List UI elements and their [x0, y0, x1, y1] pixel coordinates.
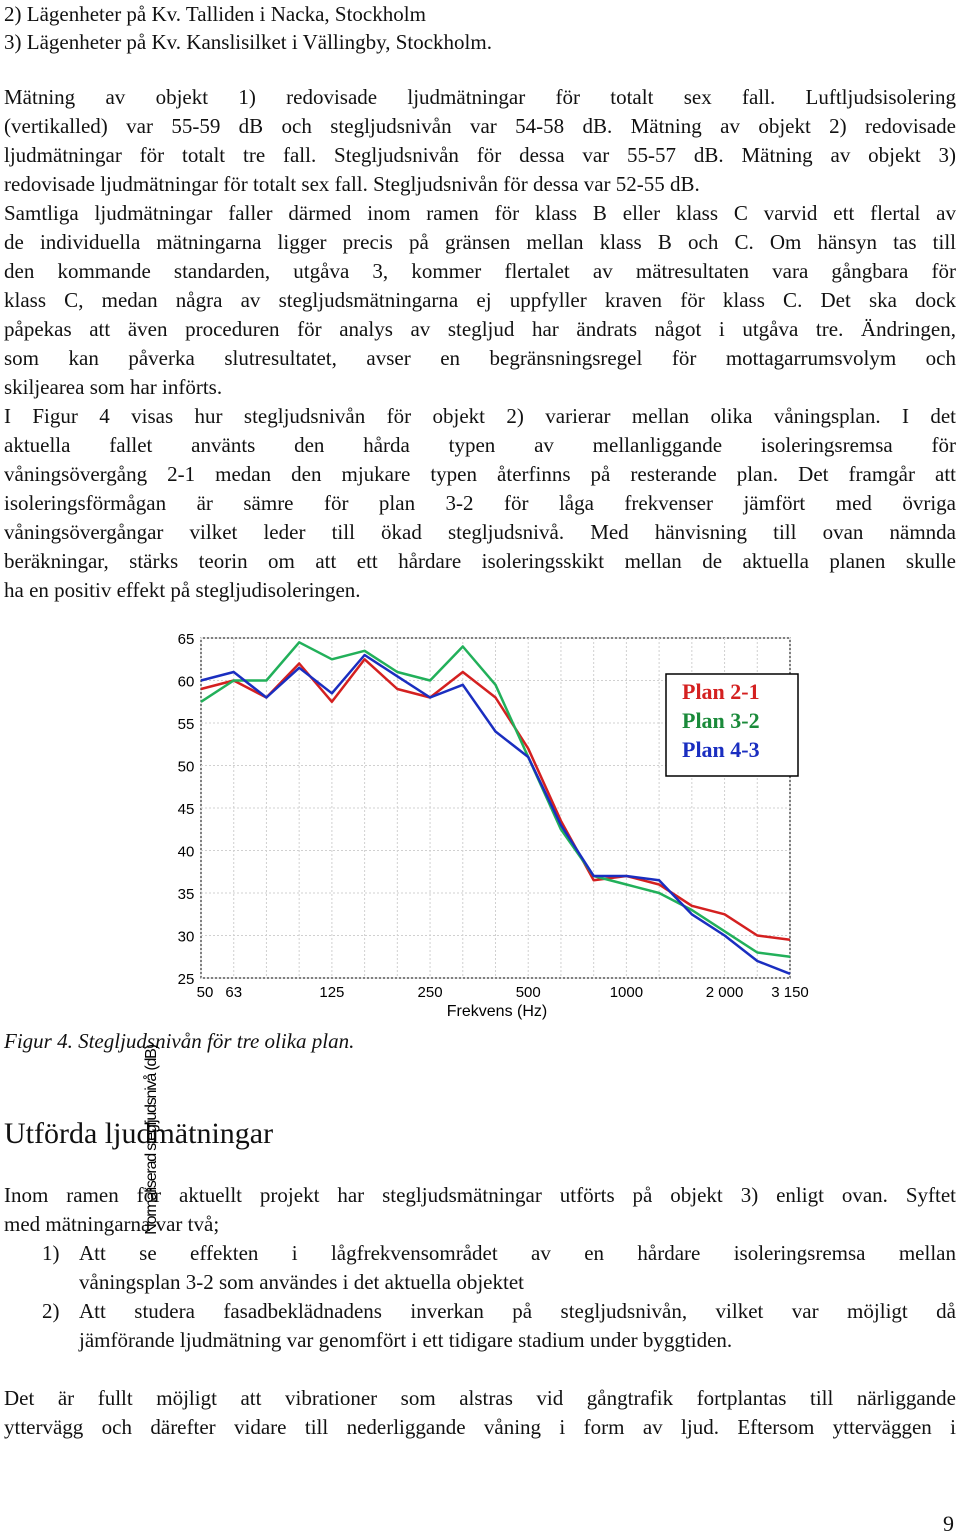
y-tick-label: 65 — [177, 631, 195, 648]
y-tick-label: 45 — [177, 801, 195, 818]
paragraph-line: skiljearea som har införts. — [4, 375, 223, 399]
paragraph-line: Samtliga ljudmätningar faller därmed inom ramen för klass B eller klass C varvid ett flertal av — [4, 201, 956, 225]
paragraph-line: Det är fullt möjligt att vibrationer som alstras vid gångtrafik fortplantas till närliggande — [4, 1386, 956, 1410]
paragraph-line: ljudmätningar för totalt tre fall. Stegljudsnivån för dessa var 55-57 dB. Mätning av objekt 3) — [4, 143, 956, 167]
y-tick-label: 60 — [177, 673, 195, 691]
x-tick-label: 125 — [319, 984, 345, 1001]
figure-caption: Figur 4. Stegljudsnivån för tre olika plan. — [4, 1029, 355, 1053]
paragraph-line: med mätningarna var två; — [4, 1212, 220, 1236]
paragraph-line: beräkningar, stärks teorin om att ett hårdare isoleringsskikt mellan de aktuella planen skulle — [4, 549, 956, 573]
x-tick-label: 250 — [417, 984, 443, 1001]
paragraph-line: (vertikalled) var 55-59 dB och stegljudsnivån var 54-58 dB. Mätning av objekt 2) redovisade — [4, 114, 956, 138]
x-tick-label: 2 000 — [705, 984, 744, 1001]
y-tick-label: 35 — [177, 886, 195, 903]
list-item-line: Att se effekten i lågfrekvensområdet av en hårdare isoleringsremsa mellan — [79, 1241, 956, 1265]
x-tick-label: 3 150 — [771, 984, 809, 1001]
paragraph-line: I Figur 4 visas hur stegljudsnivån för objekt 2) varierar mellan olika våningsplan. I det — [4, 404, 956, 428]
chart-legend — [666, 674, 798, 776]
x-tick-label: 50 — [196, 984, 214, 1001]
paragraph-line: påpekas att även proceduren för analys av stegljud har ändrats något i utgåva tre. Ändringen, — [4, 317, 956, 341]
list-number: 2) — [42, 1299, 60, 1323]
paragraph-line: som kan påverka slutresultatet, avser en begränsningsregel för mottagarrumsvolym och — [4, 346, 956, 370]
legend-entry-plan-2-1: Plan 2-1 — [682, 679, 760, 704]
paragraph-line: ha en positiv effekt på stegljudisoleringen. — [4, 578, 361, 602]
paragraph-line: den kommande standarden, utgåva 3, kommer flertalet av mätresultaten vara gångbara för — [4, 259, 956, 283]
y-tick-label: 50 — [177, 758, 195, 776]
page-number: 9 — [943, 1511, 954, 1536]
list-number: 1) — [42, 1241, 60, 1265]
x-tick-label: 63 — [225, 984, 243, 1001]
y-tick-label: 55 — [177, 716, 195, 733]
paragraph-line: Mätning av objekt 1) redovisade ljudmätningar för totalt sex fall. Luftljudsisolering — [4, 85, 956, 109]
paragraph-line: de individuella mätningarna ligger precis på gränsen mellan klass B och C. Om hänsyn tas till — [4, 230, 956, 254]
section-heading: Utförda ljudmätningar — [4, 1117, 274, 1150]
paragraph-line: aktuella fallet använts den hårda typen av mellanliggande isoleringsremsa för — [4, 433, 956, 457]
list-item-line: våningsplan 3-2 som användes i det aktuella objektet — [79, 1270, 524, 1294]
paragraph-line: klass C, medan några av stegljudsmätningarna ej uppfyller kraven för klass C. Det ska dock — [4, 288, 956, 312]
paragraph-line: våningsövergång 2-1 medan den mjukare typen återfinns på resterande plan. Det framgår att — [4, 462, 956, 486]
list-item-line: jämförande ljudmätning var genomfört i ett tidigare stadium under byggtiden. — [79, 1328, 733, 1352]
x-axis-label: Frekvens (Hz) — [446, 1003, 548, 1020]
x-tick-label: 500 — [515, 984, 541, 1001]
paragraph-line: isoleringsförmågan är sämre för plan 3-2 för låga frekvenser jämfört med övriga — [4, 491, 956, 515]
paragraph-line: yttervägg och därefter vidare till nederliggande våning i form av ljud. Eftersom ytterväggen i — [4, 1415, 956, 1439]
y-tick-label: 30 — [177, 928, 195, 946]
paragraph-line: våningsövergångar vilket leder till ökad stegljudsnivå. Med hänvisning till ovan nämnda — [4, 520, 956, 544]
paragraph-line: Inom ramen för aktuellt projekt har stegljudsmätningar utförts på objekt 3) enligt ovan. Syftet — [4, 1183, 956, 1207]
list-item: 2) Lägenheter på Kv. Talliden i Nacka, Stockholm — [4, 2, 426, 26]
x-tick-label: 1000 — [609, 984, 644, 1001]
list-item: 3) Lägenheter på Kv. Kanslisilket i Vällingby, Stockholm. — [4, 30, 492, 54]
list-item-line: Att studera fasadbeklädnadens inverkan på stegljudsnivån, vilket var möjligt då — [79, 1299, 956, 1323]
y-tick-label: 25 — [177, 971, 195, 988]
legend-entry-plan-3-2: Plan 3-2 — [682, 708, 760, 733]
y-tick-label: 40 — [177, 843, 195, 861]
paragraph-line: redovisade ljudmätningar för totalt sex fall. Stegljudsnivån för dessa var 52-55 dB. — [4, 172, 700, 196]
legend-entry-plan-4-3: Plan 4-3 — [682, 737, 760, 762]
y-axis-label: Normaliserad stegljudsnivå (dB) — [143, 1045, 160, 1235]
